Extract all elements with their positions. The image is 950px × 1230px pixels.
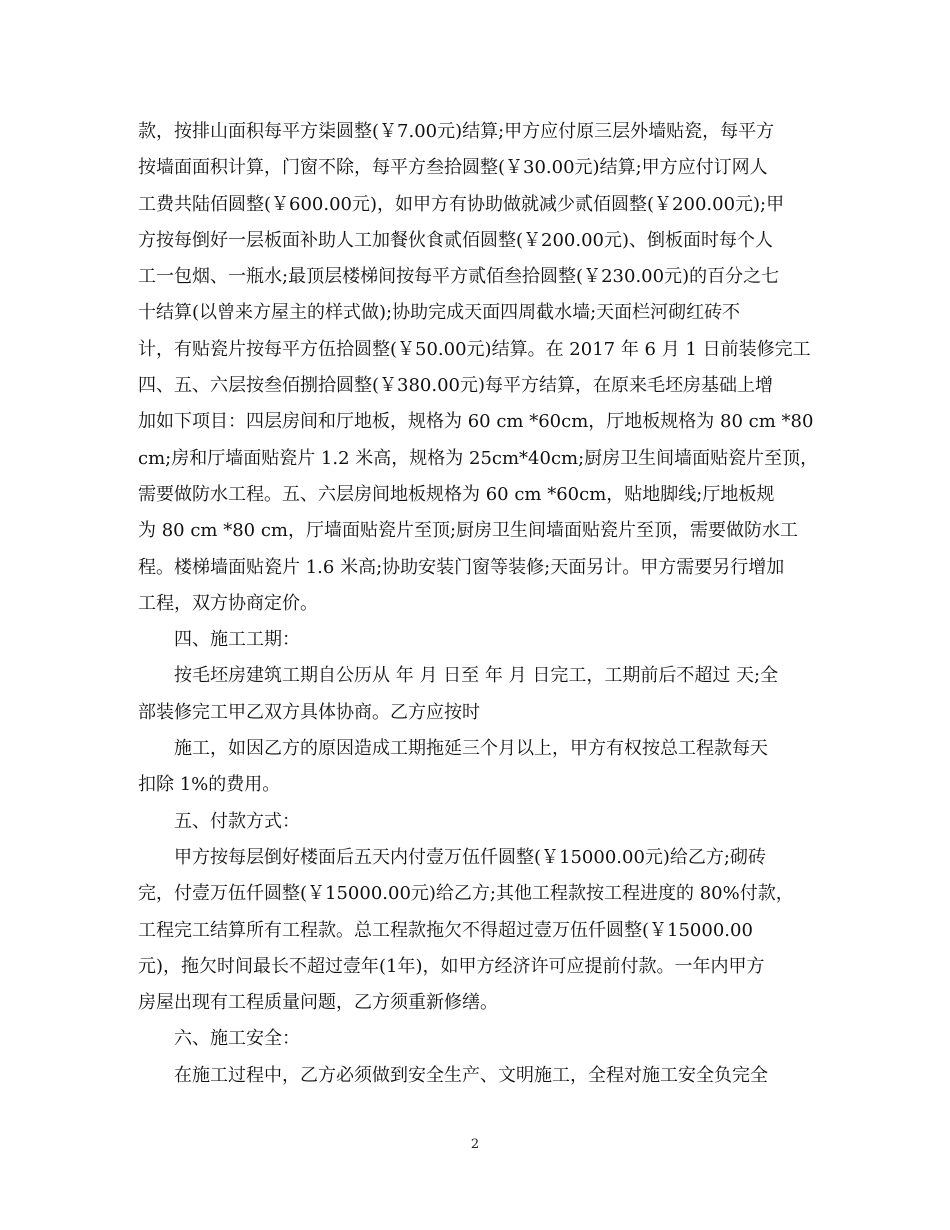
text-line: 需要做防水工程。五、六层房间地板规格为 60 cm *60cm，贴地脚线;厅地板规 [138,483,775,505]
text-line: 五、付款方式： [174,810,300,832]
text-line: 加如下项目：四层房间和厅地板，规格为 60 cm *60cm，厅地板规格为 80 cm *80 [138,411,814,433]
text-line: 工一包烟、一瓶水;最顶层楼梯间按每平方贰佰叁拾圆整(￥230.00元)的百分之七 [138,266,780,288]
document-body [138,114,819,1094]
text-line: 在施工过程中，乙方必须做到安全生产、文明施工，全程对施工安全负完全 [174,1064,768,1086]
text-line: 房屋出现有工程质量问题，乙方须重新修缮。 [138,992,498,1014]
text-line: 按毛坯房建筑工期自公历从 年 月 日至 年 月 日完工，工期前后不超过 天;全 [174,665,779,687]
text-line: 施工，如因乙方的原因造成工期拖延三个月以上，甲方有权按总工程款每天 [174,738,768,760]
text-line: 计，有贴瓷片按每平方伍拾圆整(￥50.00元)结算。在 2017 年 6 月 1 日前装修完工 [138,338,811,360]
text-line: 四、五、六层按叁佰捌拾圆整(￥380.00元)每平方结算，在原来毛坯房基础上增 [138,375,774,397]
text-line: 十结算(以曾来方屋主的样式做);协助完成天面四周截水墙;天面栏河砌红砖不 [138,302,741,324]
text-line: cm;房和厅墙面贴瓷片 1.2 米高，规格为 25cm*40cm;厨房卫生间墙面贴瓷片至顶， [138,447,819,469]
text-line: 四、施工工期： [174,629,300,651]
text-line: 工程，双方协商定价。 [138,592,318,614]
text-line: 工费共陆佰圆整(￥600.00元)，如甲方有协助做就减少贰佰圆整(￥200.00元);甲 [138,193,785,215]
text-line: 工程完工结算所有工程款。总工程款拖欠不得超过壹万伍仟圆整(￥15000.00 [138,919,753,941]
text-line: 部装修完工甲乙双方具体协商。乙方应按时 [138,701,480,723]
text-line: 完，付壹万伍仟圆整(￥15000.00元)给乙方;其他工程款按工程进度的 80%付款， [138,883,794,905]
page-number: 2 [470,1137,480,1152]
text-line: 方按每倒好一层板面补助人工加餐伙食贰佰圆整(￥200.00元)、倒板面时每个人 [138,229,774,251]
text-line: 款，按排山面积每平方柒圆整(￥7.00元)结算;甲方应付原三层外墙贴瓷，每平方 [138,121,775,142]
text-line: 程。楼梯墙面贴瓷片 1.6 米高;协助安装门窗等装修;天面另计。甲方需要另行增加 [138,556,785,578]
text-line: 甲方按每层倒好楼面后五天内付壹万伍仟圆整(￥15000.00元)给乙方;砌砖 [174,846,766,868]
text-line: 扣除 1%的费用。 [138,774,281,796]
text-line: 六、施工安全： [174,1028,300,1050]
text-line: 为 80 cm *80 cm，厅墙面贴瓷片至顶;厨房卫生间墙面贴瓷片至顶，需要做防水工 [138,520,799,542]
text-line: 按墙面面积计算，门窗不除，每平方叁拾圆整(￥30.00元)结算;甲方应付订网人 [138,157,768,179]
text-line: 元)，拖欠时间最长不超过壹年(1年)，如甲方经济许可应提前付款。一年内甲方 [138,955,765,977]
